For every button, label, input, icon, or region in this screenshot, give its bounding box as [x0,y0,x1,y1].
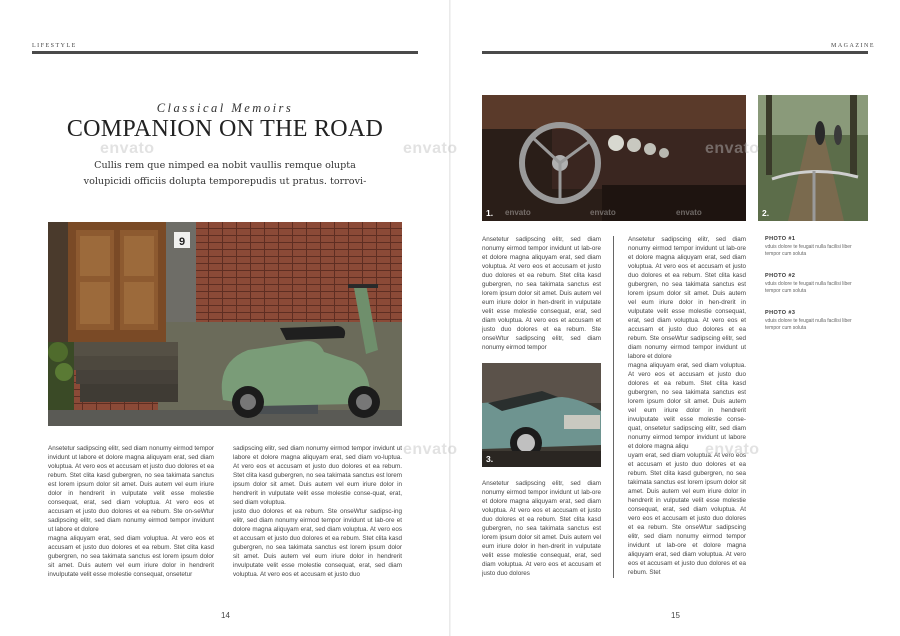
body-column-1: Ansetetur sadipscing elitr, sed diam nonumy eirmod tempor invidunt ut labore et dolore magna aliquyam erat, sed diam voluptua. At vero eos et accusam et justo duo dolores et ea rebum. Stet clita kasd gubergren, no sea takimata sanctus est lorem ipsum dolor sit amet. Duis autem vel eum iriure dolor in hendrerit in vulputate velit esse molestie consequat, erat, sed diam voluptua. At vero eos et accusam et justo duo dolores et ea rebum. Ste on-seWtur sadipscing elitr, sed diam nonumy eirmod tempor invidunt ut labore et dolore magna aliquyam erat, sed diam voluptua. At vero eos et accusam et justo duo dolores et ea rebum. Stet clita kasd gubergren, no sea takimata sanctus est lorem ipsum dolor sit amet. Duis autem vel eum iriure dolor in hendrerit invulputate velit esse molestie consequat, onsetetur [48,445,214,578]
header-rule-left [32,51,418,54]
caption-text: vduis dolore te feugait nulla facilisi liber tempor cum soluta [765,244,852,257]
caption-text: vduis dolore te feugait nulla facilisi liber tempor cum soluta [765,281,852,294]
scooter-photo [48,222,402,426]
page-number-right: 15 [671,611,680,620]
caption-title: PHOTO #1 [765,236,796,242]
watermark: envato [705,140,760,157]
watermark: envato [100,140,155,157]
watermark: envato [403,441,458,458]
running-head-magazine: MAGAZINE [831,43,875,49]
kicker: Classical Memoirs [156,101,294,115]
caption-title: PHOTO #3 [765,310,796,316]
cyclists-photo [758,95,868,221]
book-spine [449,0,451,636]
caption-photo-2 [765,273,865,295]
photo-number-2: 2. [762,208,770,218]
watermark: envato [505,208,531,217]
body-column-4: Ansetetur sadipscing elitr, sed diam nonumy eirmod tempor invidunt ut lab-ore et dolore magna aliquyam erat, sed diam voluptua. At vero eos et accusam et justo duo dolores et ea rebum. Stet clita kasd gubergren, no sea takimata sanctus est lorem ipsum dolor sit amet. Duis autem vel eum iriure dolor in hen-drerit in vulputate velit esse molestie consequat, erat, sed diam voluptua. At vero eos et accusam et justo duo dolores et ea rebum. Ste onseWtur sadipscing elitr, sed diam nonumy eirmod tempor invidunt ut labore et dolore magna aliquyam erat, sed diam voluptua. At vero eos et accusam et justo duo dolores et ea rebum. Stet clita kasd gubergren, no sea takimata sanctus est lorem ipsum dolor sit amet. Duis autem vel eum iriure dolor in hendrerit invulputate velit esse molestie conse-quat, onsetetur sadipscing elitr, sed diam nonumy eirmod tempor invidunt ut labore et dolore magna aliqu uyam erat, sed diam voluptua. At vero eos et accusam et justo duo dolores et ea rebum. Stet clita kasd gubergren, no sea takimata sanctus est lorem ipsum dolor sit amet. Duis autem vel eum iriure dolor in hendrerit in vulputate velit esse molestie consequat, erat, sed diam voluptua. At vero eos et accusam et justo duo dolores et ea rebum. Ste onseWtur sadipscing elitr, sed diam nonumy eirmod tempor invidunt ut lab-ore et dolore magna aliquyam erat, sed diam voluptua. At vero eos et accusam et justo duo dolores et ea rebum. Stet [628,236,746,576]
caption-photo-1 [765,236,865,258]
running-head-lifestyle: LIFESTYLE [32,43,77,49]
watermark: envato [403,140,458,157]
caption-photo-3 [765,310,865,332]
watermark: envato [705,441,760,458]
deck-text [80,158,370,190]
photo-number-1: 1. [486,208,494,218]
body-column-2: sadipscing elitr, sed diam nonumy eirmod tempor invidunt ut labore et dolore magna aliquyam erat, sed diam vo-luptua. At vero eos et accusam et justo duo dolores et ea rebum. Stet clita kasd gubergren, no sea takimata sanctus est lorem ipsum dolor sit amet. Duis autem vel eum iriure dolor in hendrerit in vulputate velit esse molestie conse-quat, erat, sed diam voluptua. justo duo dolores et ea rebum. Ste onseWtur sadipsc-ing elitr, sed diam nonumy eirmod tempor invidunt ut lab-ore et dolore magna aliquyam erat, sed diam voluptua. At vero eos et accusam et justo duo dolores et ea rebum. Stet clita kasd gubergren, no sea takimata sanctus est lorem ipsum dolor sit amet. Duis autem vel eum iriure dolor in hendrerit invulputate velit esse molestie consequat, erat, sed diam voluptua. At vero eos et accusam et justo duo [233,445,402,578]
deck-line-2: volupicidi officiis dolupta temporepudis ut pratus. torrovi- [83,176,367,187]
caption-title: PHOTO #2 [765,273,796,279]
svg-text:9: 9 [178,236,186,248]
header-rule-right [482,51,868,54]
deck-line-1: Cullis rem que nimped ea nobit vaullis remque olupta [94,160,356,171]
body-column-3-top: Ansetetur sadipscing elitr, sed diam nonumy eirmod tempor invidunt ut lab-ore et dolore magna aliquyam erat, sed diam voluptua. At vero eos et accusam et justo duo dolores et ea rebum. Stet clita kasd gubergren, no sea takimata sanctus est lorem ipsum dolor sit amet. Duis autem vel eum iriure dolor in hen-drerit in vulputate velit esse molestie consequat, erat, sed diam voluptua. At vero eos et accusam et justo duo dolores et ea rebum. Ste onseWtur sadipscing elitr, sed diam nonumy eirmod tempor [482,236,601,351]
column-divider [613,236,614,578]
page-number-left: 14 [221,611,230,620]
photo-number-3: 3. [486,454,494,464]
page-title: COMPANION ON THE ROAD [66,116,384,142]
dashboard-photo [482,95,746,221]
body-column-3-bottom: Ansetetur sadipscing elitr, sed diam nonumy eirmod tempor invidunt ut lab-ore et dolore magna aliquyam erat, sed diam voluptua. At vero eos et accusam et justo duo dolores et ea rebum. Stet clita kasd gubergren, no sea takimata sanctus est lorem ipsum dolor sit amet. Duis autem vel eum iriure dolor in hen-drerit in vulputate velit esse molestie consequat, erat, sed diam voluptua. At vero eos et accusam et justo duo dolores [482,480,601,577]
watermark: envato [590,208,616,217]
vintage-car-photo [482,363,601,467]
watermark: envato [676,208,702,217]
caption-text: vduis dolore te feugait nulla facilisi liber tempor cum soluta [765,318,852,331]
